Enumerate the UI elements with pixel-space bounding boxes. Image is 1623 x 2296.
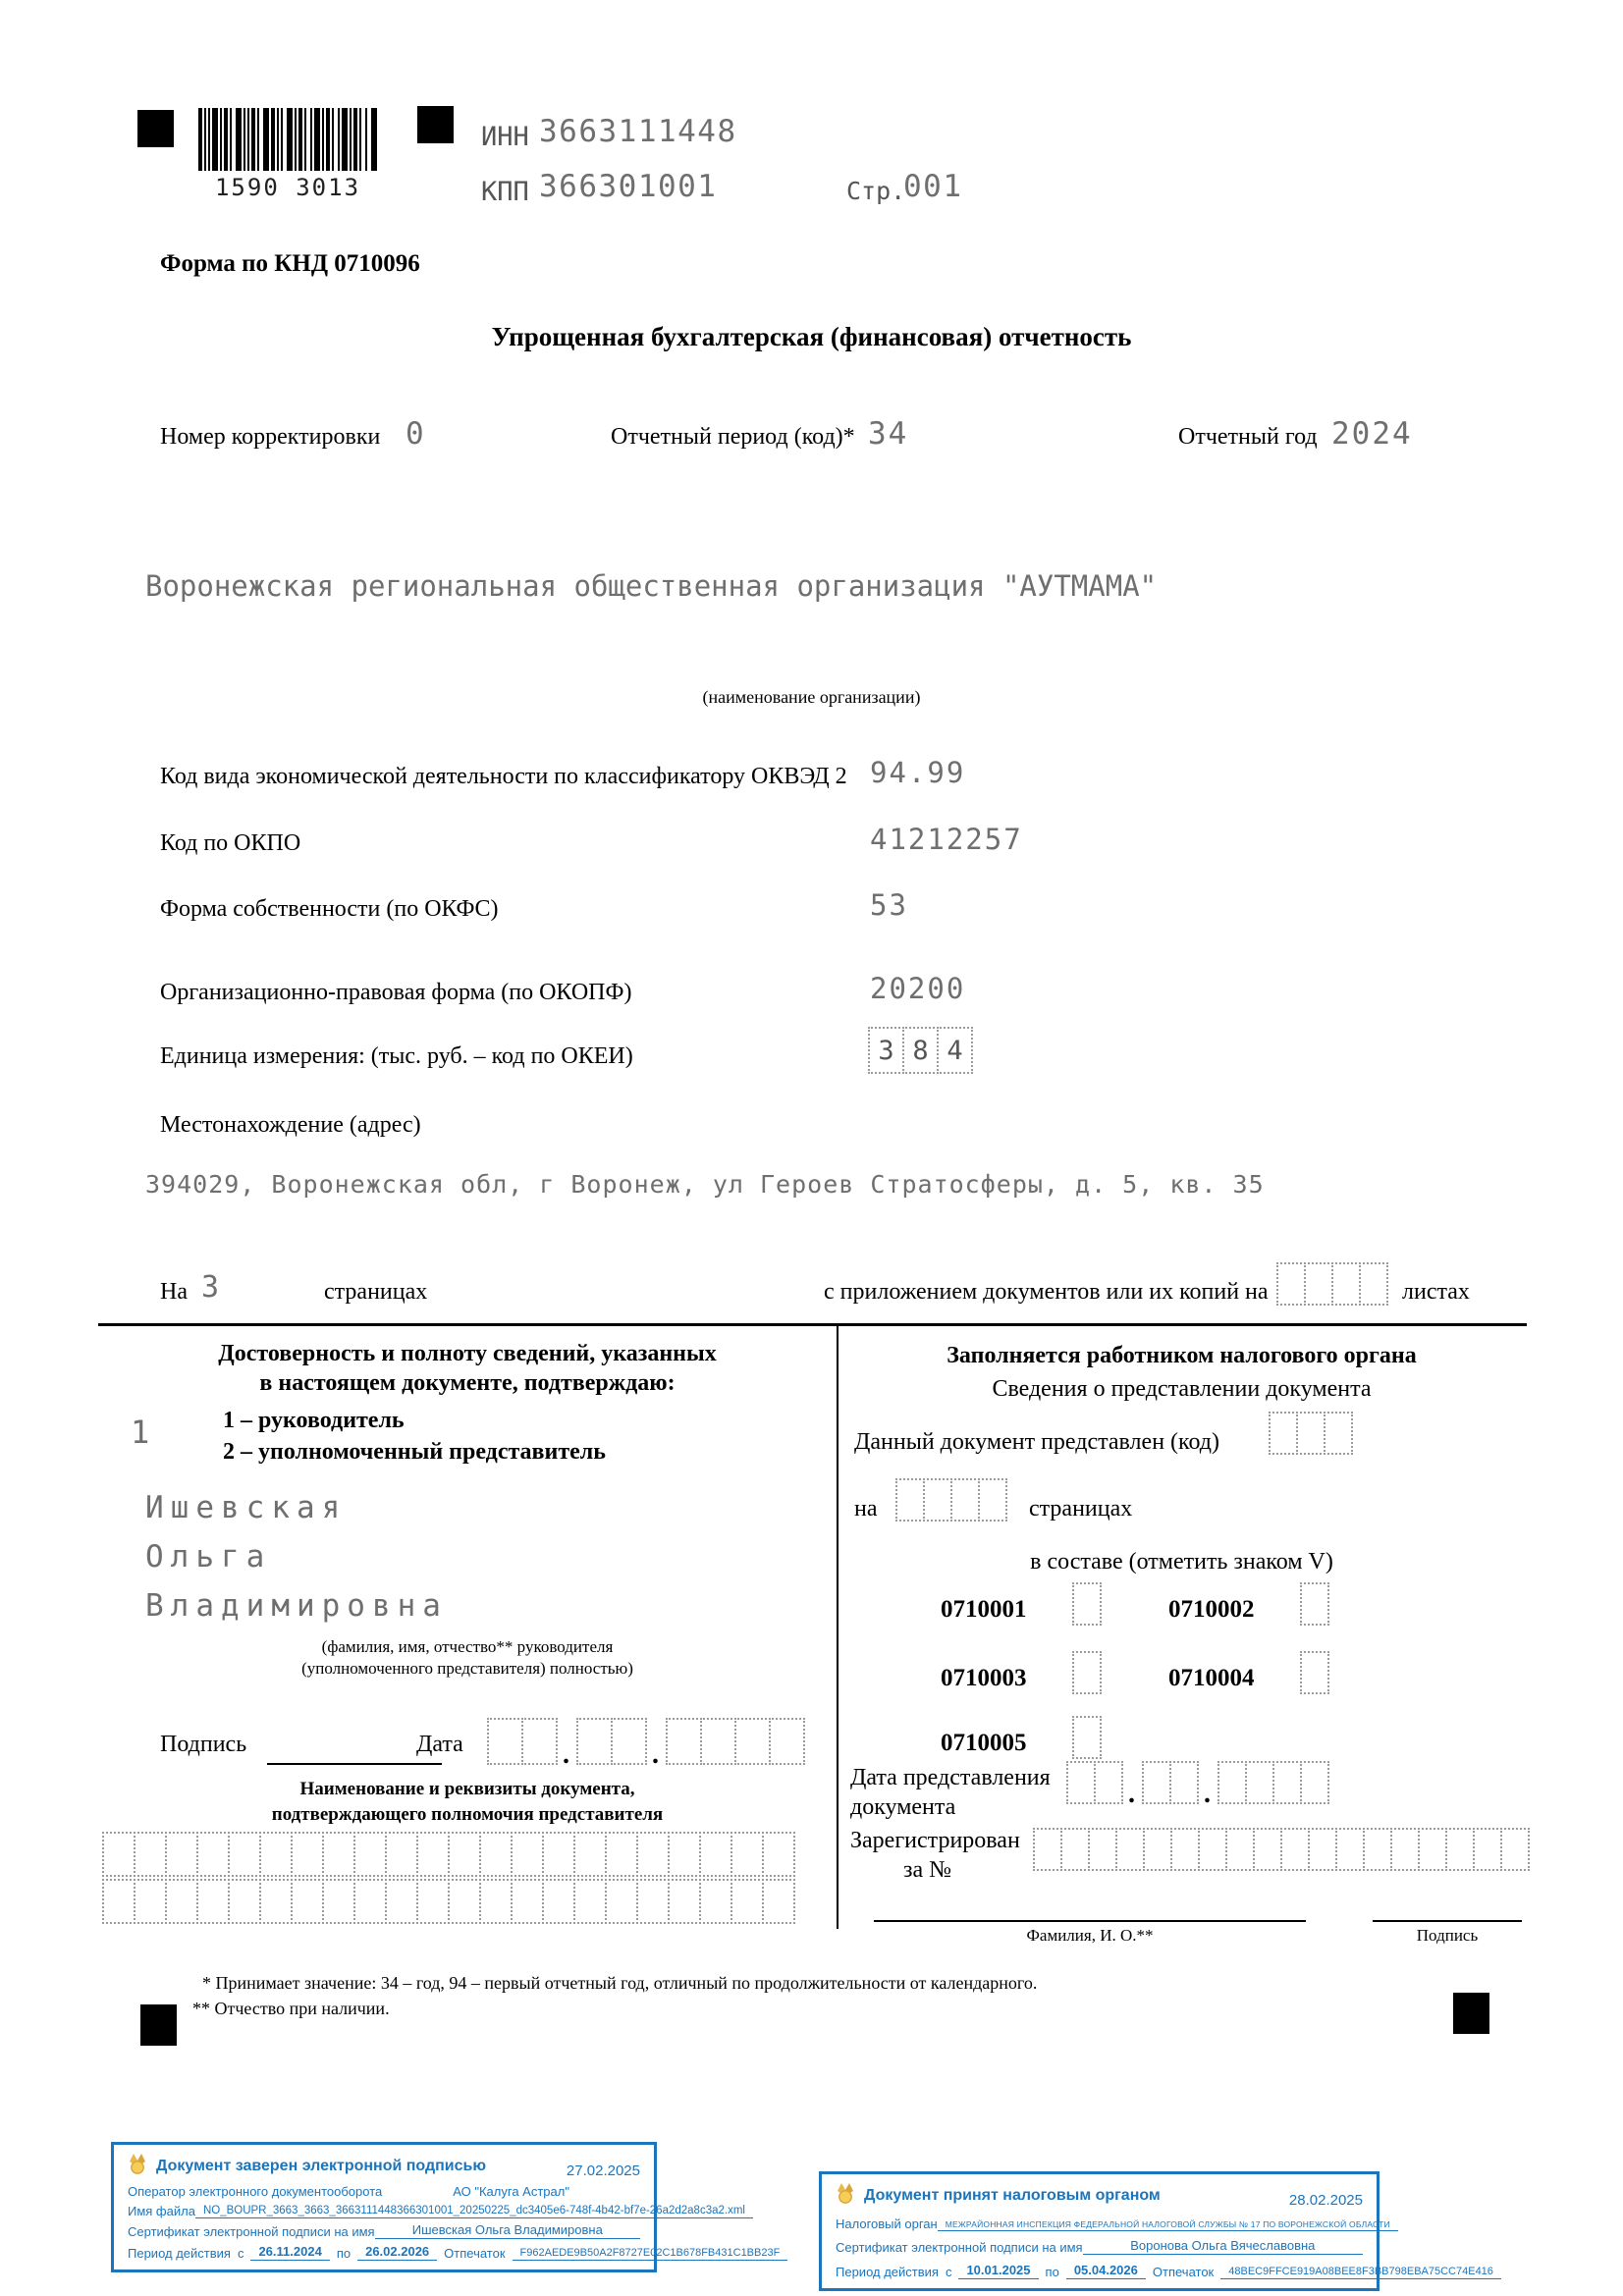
okved-value: 94.99 (870, 756, 966, 789)
esign-period-from: 26.11.2024 (250, 2244, 329, 2261)
submission-date-cells[interactable]: . . (1066, 1761, 1327, 1804)
registered-label-line1: Зарегистрирован (850, 1828, 1020, 1853)
right-on-label: на (854, 1496, 878, 1522)
tax-stamp-title: Документ принят налоговым органом (864, 2187, 1161, 2204)
on-pages-label: На (160, 1279, 188, 1305)
signer-option-2: 2 – уполномоченный представитель (223, 1439, 606, 1465)
tax-cert-value: Воронова Ольга Вячеславовна (1083, 2238, 1363, 2255)
form-code-0710003-cell[interactable] (1072, 1651, 1100, 1694)
tax-officer-header: Заполняется работником налогового органа (947, 1343, 1417, 1368)
sheets-word-label: листах (1402, 1279, 1470, 1305)
fio-caption-line1: (фамилия, имя, отчество** руководителя (321, 1637, 614, 1656)
confirm-header-line1: Достоверность и полноту сведений, указанных (218, 1341, 717, 1366)
okei-label: Единица измерения: (тыс. руб. – код по ОКЕИ) (160, 1043, 633, 1069)
officer-signature-caption: Подпись (1416, 1926, 1479, 1945)
address-value: 394029, Воронежская обл, г Воронеж, ул Героев Стратосферы, д. 5, кв. 35 (145, 1170, 1265, 1199)
barcode-bars (198, 108, 377, 171)
anchor-square-top-mid (417, 106, 454, 143)
anchor-square-bottom-left (140, 2004, 177, 2046)
signature-line[interactable] (267, 1763, 442, 1765)
signer-surname: Ишевская (145, 1490, 348, 1525)
date-cells[interactable]: . . (487, 1718, 803, 1765)
period-value: 34 (868, 416, 909, 452)
attachments-label: с приложением документов или их копий на (824, 1279, 1269, 1305)
form-title: Упрощенная бухгалтерская (финансовая) отчетность (491, 322, 1132, 351)
tax-cert-label: Сертификат электронной подписи на имя (836, 2240, 1083, 2256)
composition-label: в составе (отметить знаком V) (1030, 1549, 1333, 1575)
esign-stamp-date: 27.02.2025 (566, 2163, 640, 2179)
officer-name-caption: Фамилия, И. О.** (1026, 1926, 1154, 1945)
tax-period-from: 10.01.2025 (958, 2263, 1038, 2279)
form-code-0710001-cell[interactable] (1072, 1582, 1100, 1626)
tax-to-label: по (1045, 2264, 1059, 2279)
doc-requisites-cells-row1[interactable] (102, 1832, 793, 1877)
tax-period-to: 05.04.2026 (1066, 2263, 1146, 2279)
correction-label: Номер корректировки (160, 424, 381, 450)
attachment-sheets-cells[interactable] (1276, 1262, 1386, 1306)
okei-digit-3: 4 (947, 1035, 963, 1066)
page-number-label: Стр. (846, 177, 906, 205)
tax-stamp (819, 2171, 1493, 2291)
medal-icon (836, 2183, 855, 2209)
esign-from-label: с (237, 2246, 244, 2261)
okopf-value: 20200 (870, 972, 966, 1005)
registered-label-line2: за № (903, 1857, 952, 1883)
okved-label: Код вида экономической деятельности по классификатору ОКВЭД 2 (160, 764, 847, 789)
officer-name-line[interactable] (874, 1920, 1306, 1922)
doc-caption-line2: подтверждающего полномочия представителя (271, 1804, 664, 1825)
signature-label: Подпись (160, 1732, 247, 1757)
section-divider-vertical (837, 1323, 839, 1929)
tax-fingerprint-label: Отпечаток (1152, 2264, 1215, 2279)
form-code-0710005: 0710005 (941, 1730, 1027, 1756)
submission-date-label-line1: Дата представления (850, 1765, 1051, 1790)
esign-to-label: по (336, 2246, 352, 2261)
tax-period-label: Период действия (836, 2264, 939, 2279)
okei-digit-1: 3 (878, 1035, 894, 1066)
form-code-0710002: 0710002 (1168, 1596, 1255, 1623)
right-pages-cells[interactable] (895, 1478, 1005, 1522)
page-number-value: 001 (903, 169, 963, 204)
anchor-square-top-left (137, 110, 174, 147)
signer-firstname: Ольга (145, 1539, 272, 1575)
tax-from-label: с (945, 2264, 952, 2279)
form-knd-code: Форма по КНД 0710096 (160, 250, 420, 277)
tax-stamp-date: 28.02.2025 (1288, 2192, 1363, 2209)
form-code-0710004-cell[interactable] (1300, 1651, 1327, 1694)
submission-date-label-line2: документа (850, 1794, 956, 1820)
kpp-value: 366301001 (539, 169, 718, 204)
form-code-0710003: 0710003 (941, 1665, 1027, 1691)
tax-officer-subheader: Сведения о представлении документа (992, 1376, 1372, 1402)
footnote-1: * Принимает значение: 34 – год, 94 – первый отчетный год, отличный по продолжительности от календарного. (202, 1973, 1038, 1993)
esign-fingerprint-label: Отпечаток (444, 2246, 506, 2261)
organization-name-caption: (наименование организации) (702, 687, 921, 707)
barcode-digits: 1590 3013 (214, 174, 361, 201)
esign-cert-label: Сертификат электронной подписи на имя (128, 2224, 375, 2240)
anchor-square-bottom-right (1453, 1993, 1489, 2034)
esign-cert-value: Ишевская Ольга Владимировна (375, 2222, 640, 2239)
okfs-value: 53 (870, 888, 908, 922)
okopf-label: Организационно-правовая форма (по ОКОПФ) (160, 980, 632, 1005)
year-label: Отчетный год (1178, 424, 1318, 450)
esign-period-to: 26.02.2026 (357, 2244, 437, 2261)
medal-icon (128, 2154, 147, 2179)
signer-patronymic: Владимировна (145, 1588, 448, 1624)
fio-caption-line2: (уполномоченного представителя) полностью) (301, 1659, 633, 1678)
registered-number-cells[interactable] (1033, 1828, 1528, 1871)
okfs-label: Форма собственности (по ОКФС) (160, 896, 499, 922)
correction-value: 0 (406, 416, 424, 452)
doc-requisites-cells-row2[interactable] (102, 1879, 793, 1924)
submitted-code-cells[interactable] (1269, 1412, 1351, 1455)
inn-label: ИНН (481, 122, 529, 152)
esign-stamp-title: Документ заверен электронной подписью (156, 2158, 487, 2174)
right-pages-label: страницах (1029, 1496, 1133, 1522)
year-value: 2024 (1331, 416, 1413, 452)
kpp-label: КПП (481, 177, 529, 207)
form-code-0710001: 0710001 (941, 1596, 1027, 1623)
submitted-code-label: Данный документ представлен (код) (854, 1429, 1219, 1455)
officer-signature-line[interactable] (1373, 1920, 1522, 1922)
file-name-label: Имя файла (128, 2203, 195, 2218)
pages-word-label: страницах (324, 1279, 428, 1305)
period-label: Отчетный период (код)* (611, 424, 855, 450)
form-code-0710002-cell[interactable] (1300, 1582, 1327, 1626)
footnote-2: ** Отчество при наличии. (192, 1999, 390, 2018)
confirm-header-line2: в настоящем документе, подтверждаю: (259, 1370, 676, 1396)
okpo-label: Код по ОКПО (160, 830, 301, 856)
tax-fingerprint-value: 48BEC9FFCE919A08BEE8F3BB798EBA75CC74E416 (1220, 2266, 1501, 2279)
edo-operator-label: Оператор электронного документооборота (128, 2183, 383, 2199)
form-code-0710004: 0710004 (1168, 1665, 1255, 1691)
okpo-value: 41212257 (870, 823, 1023, 856)
okei-digit-2: 8 (912, 1035, 929, 1066)
edo-operator-value: АО "Калуга Астрал" (453, 2183, 569, 2199)
okei-cells[interactable] (868, 1027, 971, 1074)
tax-authority-label: Налоговый орган (836, 2216, 938, 2231)
signer-option-1: 1 – руководитель (223, 1408, 405, 1433)
file-name-value: NO_BOUPR_3663_3663_3663111448366301001_20250225_dc3405e6-748f-4b42-bf7e-26a2d2a8c3a2.xml (195, 2205, 753, 2218)
inn-value: 3663111448 (539, 114, 737, 149)
signer-code-value[interactable]: 1 (131, 1414, 150, 1451)
barcode (198, 108, 377, 201)
tax-authority-value: МЕЖРАЙОННАЯ ИНСПЕКЦИЯ ФЕДЕРАЛЬНОЙ НАЛОГОВОЙ СЛУЖБЫ № 17 ПО ВОРОНЕЖСКОЙ ОБЛАСТИ (938, 2219, 1398, 2231)
date-label: Дата (416, 1732, 463, 1757)
esign-stamp (111, 2142, 781, 2272)
esign-period-label: Период действия (128, 2246, 231, 2261)
esign-fingerprint-value: F962AEDE9B50A2F8727E02C1B678FB431C1BB23F (513, 2247, 788, 2261)
section-divider-horizontal (98, 1323, 1527, 1326)
organization-name: Воронежская региональная общественная организация "АУТМАМА" (145, 569, 1158, 603)
doc-caption-line1: Наименование и реквизиты документа, (299, 1779, 635, 1799)
address-label: Местонахождение (адрес) (160, 1112, 421, 1138)
page-count-value: 3 (201, 1270, 220, 1305)
form-code-0710005-cell[interactable] (1072, 1716, 1100, 1759)
